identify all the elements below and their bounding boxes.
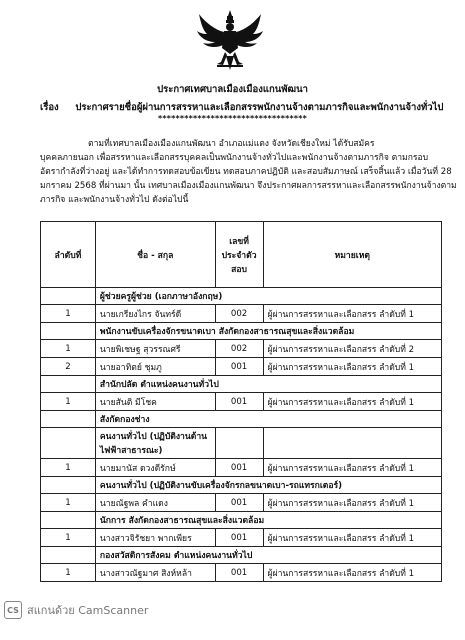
section-rank-cell (41, 288, 96, 305)
section-row (41, 477, 442, 494)
table-body (41, 288, 442, 582)
scanner-watermark (4, 601, 148, 619)
cell-rank: 1 (41, 393, 96, 411)
section-rank-cell (41, 547, 96, 564)
cell-rank: 1 (41, 529, 96, 547)
section-heading: นักการ สังกัดกองสาธารณสุขและสิ่งแวดล้อม (95, 512, 441, 529)
document-title: ประกาศเทศบาลเมืองเมืองแกนพัฒนา (157, 84, 308, 95)
section-row (41, 376, 442, 393)
cell-exam-no: 001 (215, 494, 263, 512)
section-rank-cell (41, 428, 96, 459)
cell-rank: 1 (41, 340, 96, 358)
section-row (41, 512, 442, 529)
section-rank-cell (41, 477, 96, 494)
cell-note: ผู้ผ่านการสรรหาและเลือกสรร ลำดับที่ 1 (263, 459, 441, 477)
cell-name: นางสาวณัฐมาศ สิงห์หล้า (95, 564, 215, 582)
cell-name: นายสันติ มีโชค (95, 393, 215, 411)
subject-text: ประกาศรายชื่อผู้ผ่านการสรรหาและเลือกสรรพนักงานจ้างตามภารกิจและพนักงานจ้างทั่วไป (75, 102, 444, 113)
table-header-row (41, 222, 442, 288)
cell-rank: 1 (41, 564, 96, 582)
section-row (41, 428, 442, 459)
garuda-emblem-icon (195, 8, 265, 78)
camscanner-logo-icon: CS (4, 601, 22, 619)
section-heading: คนงานทั่วไป (ปฏิบัติงานขับเครื่องจักรกลขนาดเบา-รถแทรกเตอร์) (95, 477, 441, 494)
cell-exam-no: 001 (215, 459, 263, 477)
body-line-4: มกราคม 2568 ที่ผ่านมา นั้น เทศบาลเมืองเมืองแกนพัฒนา จึงประกาศผลการสรรหาและเลือกสรรพนักงานจ้างตาม (40, 181, 457, 191)
cell-note: ผู้ผ่านการสรรหาและเลือกสรร ลำดับที่ 1 (263, 358, 441, 376)
cell-name: นายมานัส ดวงดีรักษ์ (95, 459, 215, 477)
section-heading: สังกัดกองช่าง (95, 411, 441, 428)
cell-note: ผู้ผ่านการสรรหาและเลือกสรร ลำดับที่ 1 (263, 564, 441, 582)
table-row (41, 393, 442, 411)
table-row (41, 305, 442, 323)
cell-exam-no: 001 (215, 393, 263, 411)
table-row (41, 459, 442, 477)
section-row (41, 411, 442, 428)
results-table (40, 221, 442, 582)
cell-exam-no: 002 (215, 340, 263, 358)
section-heading: กองสวัสดิการสังคม ตำแหน่งคนงานทั่วไป (95, 547, 441, 564)
header-rank: ลำดับที่ (41, 222, 96, 288)
cell-name: นายอาทิตย์ ชุมภู (95, 358, 215, 376)
section-blank-exam (215, 428, 263, 459)
table-row (41, 494, 442, 512)
cell-rank: 2 (41, 358, 96, 376)
cell-name: นายเกรียงไกร จันทร์ดี (95, 305, 215, 323)
table-row (41, 529, 442, 547)
cell-name: นางสาวจิรัชยา พากเพียร (95, 529, 215, 547)
section-blank-note (263, 428, 441, 459)
section-row (41, 547, 442, 564)
section-heading: ผู้ช่วยครูผู้ช่วย (เอกภาษาอังกฤษ) (95, 288, 441, 305)
section-row (41, 288, 442, 305)
section-heading: คนงานทั่วไป (ปฏิบัติงานด้านไฟฟ้าสาธารณะ) (95, 428, 215, 459)
cell-note: ผู้ผ่านการสรรหาและเลือกสรร ลำดับที่ 1 (263, 529, 441, 547)
subject-line (40, 100, 445, 115)
section-rank-cell (41, 411, 96, 428)
cell-rank: 1 (41, 494, 96, 512)
body-line-3: อัตรากำลังที่ว่างอยู่ และได้ทำการทดสอบข้อเขียน ทดสอบภาคปฏิบัติ และสอบสัมภาษณ์ เสร็จสิ้นแล้ว เมื่อวันที่ 28 (40, 167, 452, 177)
cell-rank: 1 (41, 305, 96, 323)
section-heading: สำนักปลัด ตำแหน่งคนงานทั่วไป (95, 376, 441, 393)
subject-label: เรื่อง (40, 102, 59, 113)
body-line-5: ภารกิจ และพนักงานจ้างทั่วไป ดังต่อไปนี้ (40, 195, 189, 205)
section-row (41, 323, 442, 340)
section-rank-cell (41, 512, 96, 529)
cell-exam-no: 001 (215, 529, 263, 547)
cell-exam-no: 001 (215, 358, 263, 376)
header-note: หมายเหตุ (263, 222, 441, 288)
cell-note: ผู้ผ่านการสรรหาและเลือกสรร ลำดับที่ 1 (263, 305, 441, 323)
section-heading: พนักงานขับเครื่องจักรขนาดเบา สังกัดกองสาธารณสุขและสิ่งแวดล้อม (95, 323, 441, 340)
header-exam-no: เลขที่ ประจำตัว สอบ (215, 222, 263, 288)
cell-rank: 1 (41, 459, 96, 477)
star-divider: ********************************** (157, 114, 308, 123)
cell-note: ผู้ผ่านการสรรหาและเลือกสรร ลำดับที่ 1 (263, 494, 441, 512)
section-rank-cell (41, 323, 96, 340)
body-line-1: ตามที่เทศบาลเมืองเมืองแกนพัฒนา อำเภอแม่แตง จังหวัดเชียงใหม่ ได้รับสมัคร (88, 139, 375, 149)
body-line-2: บุคคลภายนอก เพื่อสรรหาและเลือกสรรบุคคลเป็นพนักงานจ้างทั่วไปและพนักงานจ้างตามภารกิจ ตามกรอบ (40, 153, 429, 163)
table-row (41, 358, 442, 376)
header-name: ชื่อ - สกุล (95, 222, 215, 288)
cell-note: ผู้ผ่านการสรรหาและเลือกสรร ลำดับที่ 2 (263, 340, 441, 358)
cell-note: ผู้ผ่านการสรรหาและเลือกสรร ลำดับที่ 1 (263, 393, 441, 411)
cell-exam-no: 001 (215, 564, 263, 582)
scanner-text: สแกนด้วย CamScanner (27, 604, 149, 617)
cell-exam-no: 002 (215, 305, 263, 323)
section-rank-cell (41, 376, 96, 393)
cell-name: นายณัฐพล คำแดง (95, 494, 215, 512)
cell-name: นายพิเชษฐ สุวรรณศรี (95, 340, 215, 358)
table-row (41, 340, 442, 358)
table-row (41, 564, 442, 582)
